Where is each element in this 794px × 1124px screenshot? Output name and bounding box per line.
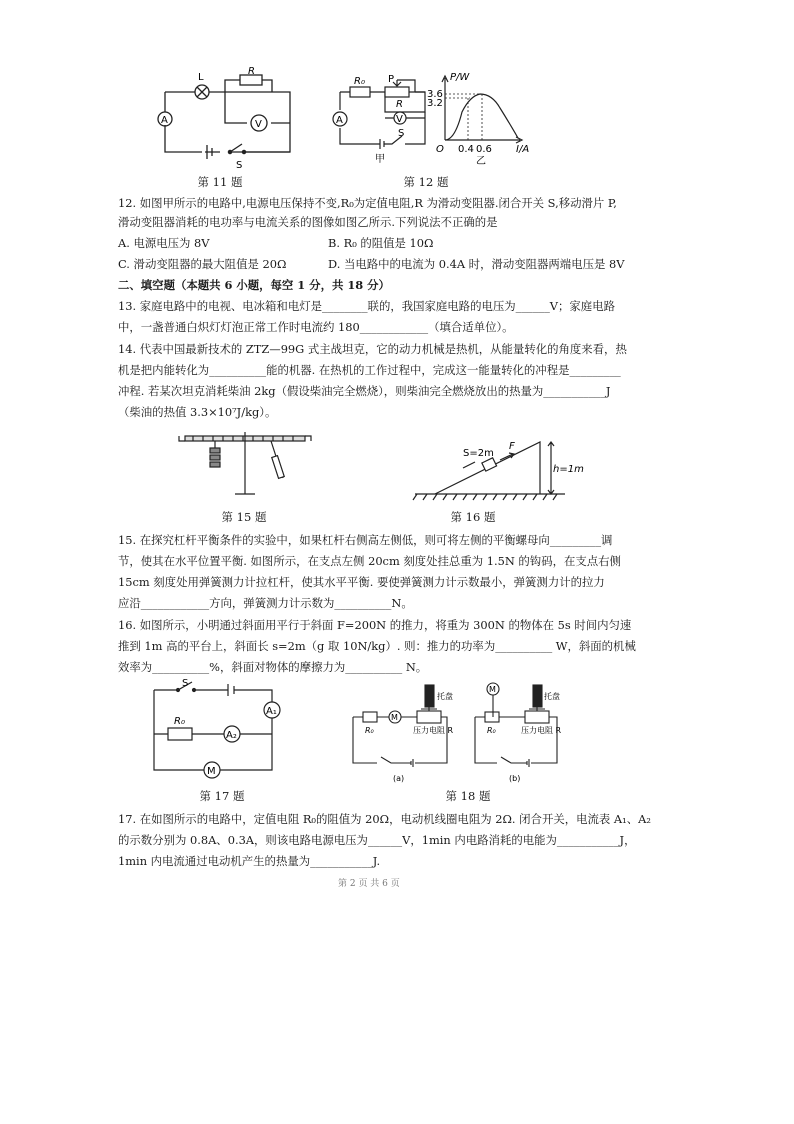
fig11-caption: 第 11 题: [197, 175, 243, 189]
fig18a-label-m: M: [391, 713, 398, 722]
fig12-label-r0: R₀: [354, 76, 365, 87]
q13-line-2: 中，一盏普通白炽灯灯泡正常工作时电流约 180____________（填合适单位）。: [118, 320, 514, 334]
q14-line-3: 冲程. 若某次坦克消耗柴油 2kg（假设柴油完全燃烧），则柴油完全燃烧放出的热量为___________J: [118, 384, 611, 398]
fig16-incline: [405, 424, 584, 502]
q16-line-1: 16. 如图所示，小明通过斜面用平行于斜面 F=200N 的推力，将重为 300N 的物体在 5s 时间内匀速: [118, 618, 632, 632]
fig18a-label-pr: 压力电阻 R: [413, 726, 454, 735]
fig18-label-a: (a): [393, 774, 405, 783]
fig12-label-voltmeter: V: [396, 114, 403, 125]
fig16-label-s: S=2m: [463, 448, 494, 459]
fig17-label-a1: A₁: [266, 706, 277, 717]
fig12-label-y36: 3.6: [427, 89, 443, 100]
fig17-caption: 第 17 题: [199, 789, 245, 803]
q12-stem-line-1: 12. 如图甲所示的电路中,电源电压保持不变,R₀为定值电阻,R 为滑动变阻器.闭合开关 S,移动滑片 P,: [118, 196, 617, 210]
q17-line-3: 1min 内电流通过电动机产生的热量为___________J.: [118, 854, 381, 868]
q14-line-4: （柴油的热值 3.3×10⁷J/kg）。: [118, 405, 277, 419]
fig12-label-ammeter: A: [336, 115, 343, 126]
fig16-caption: 第 16 题: [450, 510, 496, 524]
page-footer: 第 2 页 共 6 页: [338, 879, 400, 889]
q15-line-2: 节，使其在水平位置平衡. 如图所示，在支点左侧 20cm 刻度处挂总重为 1.5N 的钩码，在支点右侧: [118, 554, 621, 568]
fig12-caption: 第 12 题: [403, 175, 449, 189]
q12-option-c: C. 滑动变阻器的最大阻值是 20Ω: [118, 257, 287, 271]
fig12-label-origin: O: [436, 144, 444, 155]
fig18-label-b: (b): [509, 774, 521, 783]
q12-option-d: D. 当电路中的电流为 0.4A 时，滑动变阻器两端电压是 8V: [328, 257, 625, 271]
fig18-caption: 第 18 题: [445, 789, 491, 803]
fig17-label-switch: S: [182, 678, 189, 689]
q14-line-1: 14. 代表中国最新技术的 ZTZ—99G 式主战坦克，它的动力机械是热机，从能量转化的角度来看，热: [118, 342, 627, 356]
fig12-label-switch: S: [398, 128, 405, 139]
q12-option-a: A. 电源电压为 8V: [118, 236, 210, 250]
q17-line-1: 17. 在如图所示的电路中，定值电阻 R₀的阻值为 20Ω，电动机线圈电阻为 2Ω. 闭合开关，电流表 A₁、A₂: [118, 812, 651, 826]
q15-line-1: 15. 在探究杠杆平衡条件的实验中，如果杠杆右侧高左侧低，则可将左侧的平衡螺母向_________调: [118, 533, 613, 547]
fig17-label-a2: A₂: [226, 730, 237, 741]
fig12-label-x06: 0.6: [476, 144, 492, 155]
fig16-label-h: h=1m: [553, 464, 584, 475]
fig15-lever: [175, 428, 315, 498]
fig12-label-xaxis: I/A: [516, 144, 530, 155]
fig16-label-f: F: [509, 441, 515, 452]
q12-option-b: B. R₀ 的阻值是 10Ω: [328, 236, 434, 250]
fig12-circuit: [330, 72, 540, 172]
fig17-circuit: [148, 678, 293, 783]
q16-line-2: 推到 1m 高的平台上，斜面长 s=2m（g 取 10N/kg）. 则：推力的功率为__________ W，斜面的机械: [118, 639, 636, 653]
fig12-label-r: R: [396, 99, 403, 110]
q14-line-2: 机是把内能转化为__________能的机器. 在热机的工作过程中，完成这一能量转化的冲程是_________: [118, 363, 621, 377]
q17-line-2: 的示数分别为 0.8A、0.3A，则该电路电源电压为______V，1min 内电路消耗的电能为___________J，: [118, 833, 636, 847]
fig11-label-switch: S: [236, 160, 243, 171]
fig11-label-resistor: R: [248, 66, 255, 77]
q15-line-4: 应沿____________方向，弹簧测力计示数为__________N。: [118, 596, 413, 610]
q13-line-1: 13. 家庭电路中的电视、电冰箱和电灯是________联的，我国家庭电路的电压为______V；家庭电路: [118, 299, 615, 313]
fig12-label-jia: 甲: [375, 154, 385, 165]
fig11-label-voltmeter: V: [255, 119, 262, 130]
fig11-label-ammeter: A: [161, 115, 168, 126]
fig18-circuits: [345, 675, 580, 785]
fig12-label-p: P: [388, 74, 395, 85]
fig12-label-yi: 乙: [476, 156, 486, 167]
fig12-label-x04: 0.4: [458, 144, 474, 155]
fig18a-label-tray: 托盘: [437, 692, 453, 701]
fig18b-label-pr: 压力电阻 R: [521, 726, 562, 735]
fig17-label-m: M: [207, 766, 216, 777]
section-2-heading: 二、填空题（本题共 6 小题，每空 1 分，共 18 分）: [118, 278, 390, 292]
q15-line-3: 15cm 刻度处用弹簧测力计拉杠杆，使其水平平衡. 要使弹簧测力计示数最小，弹簧测力计的拉力: [118, 575, 605, 589]
fig18b-label-tray: 托盘: [544, 692, 560, 701]
fig18a-label-r0: R₀: [365, 726, 374, 735]
fig18b-label-m: M: [489, 685, 496, 694]
q16-line-3: 效率为__________%，斜面对物体的摩擦力为__________ N。: [118, 660, 428, 674]
fig17-label-r0: R₀: [174, 716, 185, 727]
q12-stem-line-2: 滑动变阻器消耗的电功率与电流关系的图像如图乙所示.下列说法不正确的是: [118, 215, 498, 229]
fig12-label-yaxis: P/W: [450, 72, 470, 83]
fig18b-label-r0: R₀: [487, 726, 496, 735]
fig12-label-y32: 3.2: [427, 98, 443, 109]
fig11-circuit: [150, 66, 300, 171]
fig15-caption: 第 15 题: [221, 510, 267, 524]
fig11-label-lamp: L: [198, 72, 204, 83]
